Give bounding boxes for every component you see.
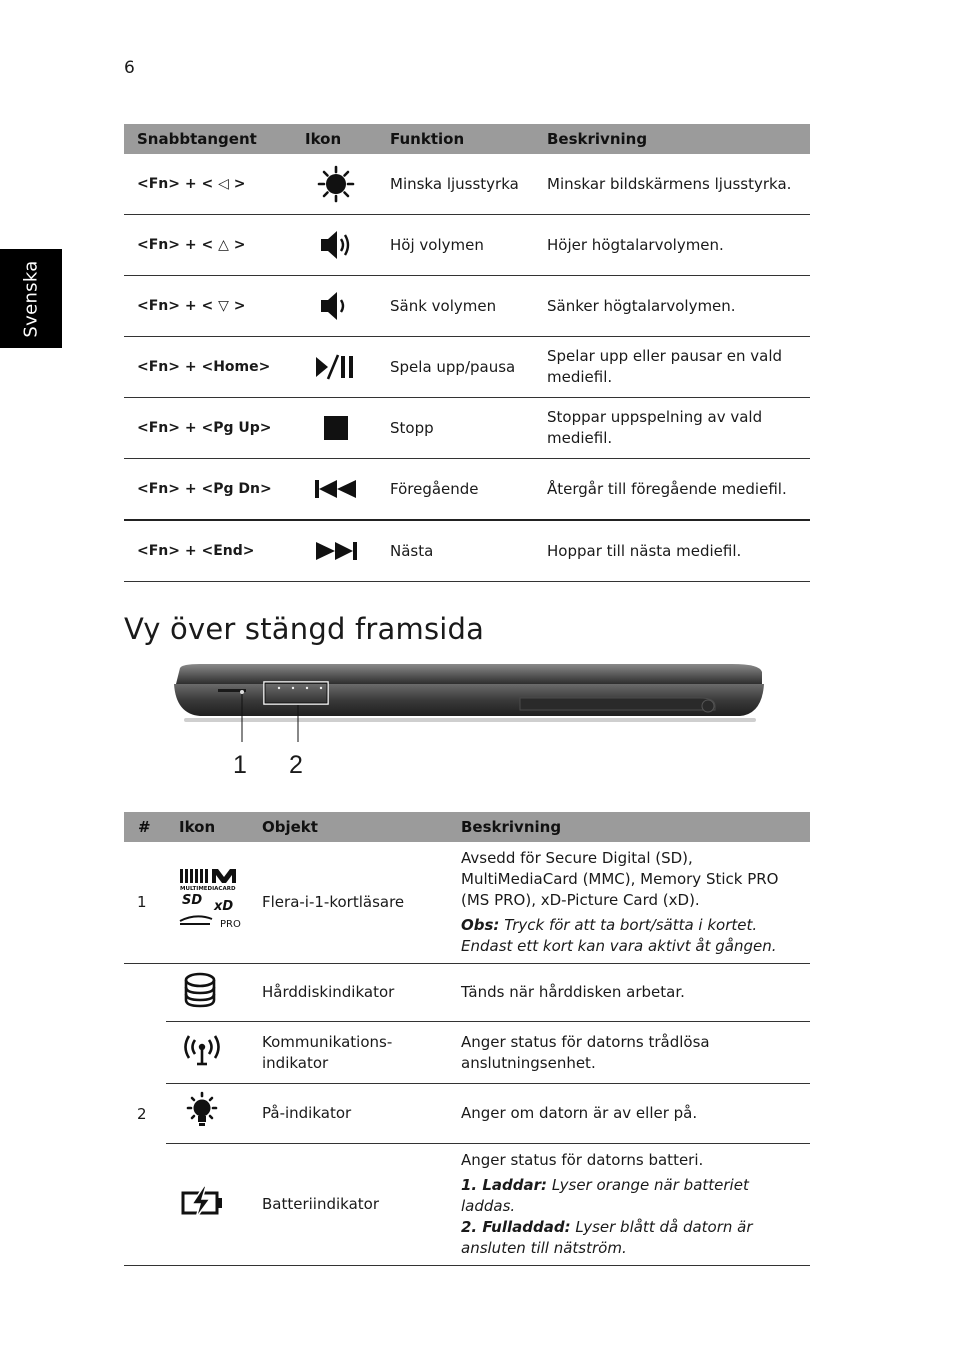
card-reader-description-cell [448, 842, 810, 964]
front-view-table [124, 812, 810, 1266]
item-number: 1 [124, 842, 166, 964]
power-indicator-icon [166, 1084, 249, 1144]
hotkey-function: Nästa [377, 520, 534, 582]
hotkey-function: Stopp [377, 398, 534, 459]
indicator-row [124, 1022, 810, 1084]
hotkey-row [124, 398, 810, 459]
svg-text:PRO: PRO [220, 918, 241, 930]
section-title: Vy över stängd framsida [124, 612, 485, 646]
svg-text:SD: SD [182, 892, 203, 908]
battery-state-full [461, 1217, 804, 1259]
indicator-row [124, 964, 810, 1022]
battery-description: Anger status för datorns batteri. [461, 1151, 704, 1169]
battery-icon [166, 1144, 249, 1266]
battery-description-cell [448, 1144, 810, 1266]
hotkey-key: <Fn> + <Pg Dn> [124, 459, 295, 521]
hotkey-description: Stoppar uppspelning av vald mediefil. [534, 398, 810, 459]
item-number: 2 [124, 964, 166, 1266]
hotkey-description: Hoppar till nästa mediefil. [534, 520, 810, 582]
hotkey-description: Höjer högtalarvolymen. [534, 215, 810, 276]
indicator-object: Hårddiskindikator [249, 964, 448, 1022]
hotkey-function: Sänk volymen [377, 276, 534, 337]
card-reader-note [461, 915, 804, 957]
header-hotkey: Snabbtangent [124, 124, 295, 154]
charging-label: 1. Laddar: [461, 1176, 548, 1194]
note-text: Tryck för att ta bort/sätta i kortet. Endast ett kort kan vara aktivt åt gången. [461, 916, 777, 955]
hotkey-function: Höj volymen [377, 215, 534, 276]
header-number: # [124, 812, 166, 842]
hotkey-row [124, 520, 810, 582]
callout-2: 2 [289, 751, 303, 779]
hdd-icon [166, 964, 249, 1022]
battery-row [124, 1144, 810, 1266]
indicator-description: Tänds när hårddisken arbetar. [448, 964, 810, 1022]
header-description: Beskrivning [534, 124, 810, 154]
hotkey-function: Minska ljusstyrka [377, 154, 534, 215]
battery-object: Batteriindikator [249, 1144, 448, 1266]
indicator-description: Anger status för datorns trådlösa anslutningsenhet. [448, 1022, 810, 1084]
header-object: Objekt [249, 812, 448, 842]
hotkey-key: <Fn> + <Home> [124, 337, 295, 398]
hotkey-function: Föregående [377, 459, 534, 521]
charging-text: Lyser orange när batteriet laddas. [461, 1176, 749, 1215]
hotkey-description: Återgår till föregående mediefil. [534, 459, 810, 521]
hotkey-description: Spelar upp eller pausar en vald mediefil. [534, 337, 810, 398]
hotkey-description: Sänker högtalarvolymen. [534, 276, 810, 337]
language-tab-label: Svenska [20, 260, 42, 338]
front-view-table-header [124, 812, 810, 842]
hotkey-row [124, 154, 810, 215]
hotkey-key: <Fn> + < ▽ > [124, 276, 295, 337]
hotkey-description: Minskar bildskärmens ljusstyrka. [534, 154, 810, 215]
brightness-down-icon [295, 154, 377, 215]
hotkey-key: <Fn> + <End> [124, 520, 295, 582]
laptop-front-view-illustration [170, 662, 770, 742]
header-icon: Ikon [166, 812, 249, 842]
hotkey-key: <Fn> + < △ > [124, 215, 295, 276]
header-icon: Ikon [295, 124, 377, 154]
hotkey-row [124, 337, 810, 398]
indicator-object: Kommunikations-indikator [249, 1022, 448, 1084]
indicator-object: På-indikator [249, 1084, 448, 1144]
stop-icon [295, 398, 377, 459]
hotkey-table-header [124, 124, 810, 154]
hotkey-key: <Fn> + <Pg Up> [124, 398, 295, 459]
indicator-description: Anger om datorn är av eller på. [448, 1084, 810, 1144]
wireless-icon [166, 1022, 249, 1084]
full-text: Lyser blått då datorn är ansluten till nätström. [461, 1218, 753, 1257]
indicator-row [124, 1084, 810, 1144]
language-tab [0, 249, 62, 348]
card-reader-row [124, 842, 810, 964]
page-number: 6 [124, 58, 135, 78]
hotkey-row [124, 276, 810, 337]
callout-1: 1 [233, 751, 247, 779]
next-track-icon [295, 520, 377, 582]
svg-text:xD: xD [214, 898, 234, 914]
header-description: Beskrivning [448, 812, 810, 842]
hotkey-row [124, 215, 810, 276]
full-label: 2. Fulladdad: [461, 1218, 571, 1236]
card-reader-object: Flera-i-1-kortläsare [249, 842, 448, 964]
svg-text:MULTIMEDIACARD: MULTIMEDIACARD [180, 885, 236, 892]
previous-track-icon [295, 459, 377, 521]
hotkey-function: Spela upp/pausa [377, 337, 534, 398]
note-label: Obs: [461, 916, 500, 934]
hotkey-row [124, 459, 810, 521]
card-reader-logos-icon [166, 842, 249, 964]
card-reader-description: Avsedd för Secure Digital (SD), MultiMediaCard (MMC), Memory Stick PRO (MS PRO), xD-Picture Card (xD). [461, 849, 779, 909]
hotkey-table [124, 124, 810, 582]
battery-state-charging [461, 1175, 804, 1217]
header-function: Funktion [377, 124, 534, 154]
play-pause-icon [295, 337, 377, 398]
volume-up-icon [295, 215, 377, 276]
volume-down-icon [295, 276, 377, 337]
hotkey-key: <Fn> + < ◁ > [124, 154, 295, 215]
